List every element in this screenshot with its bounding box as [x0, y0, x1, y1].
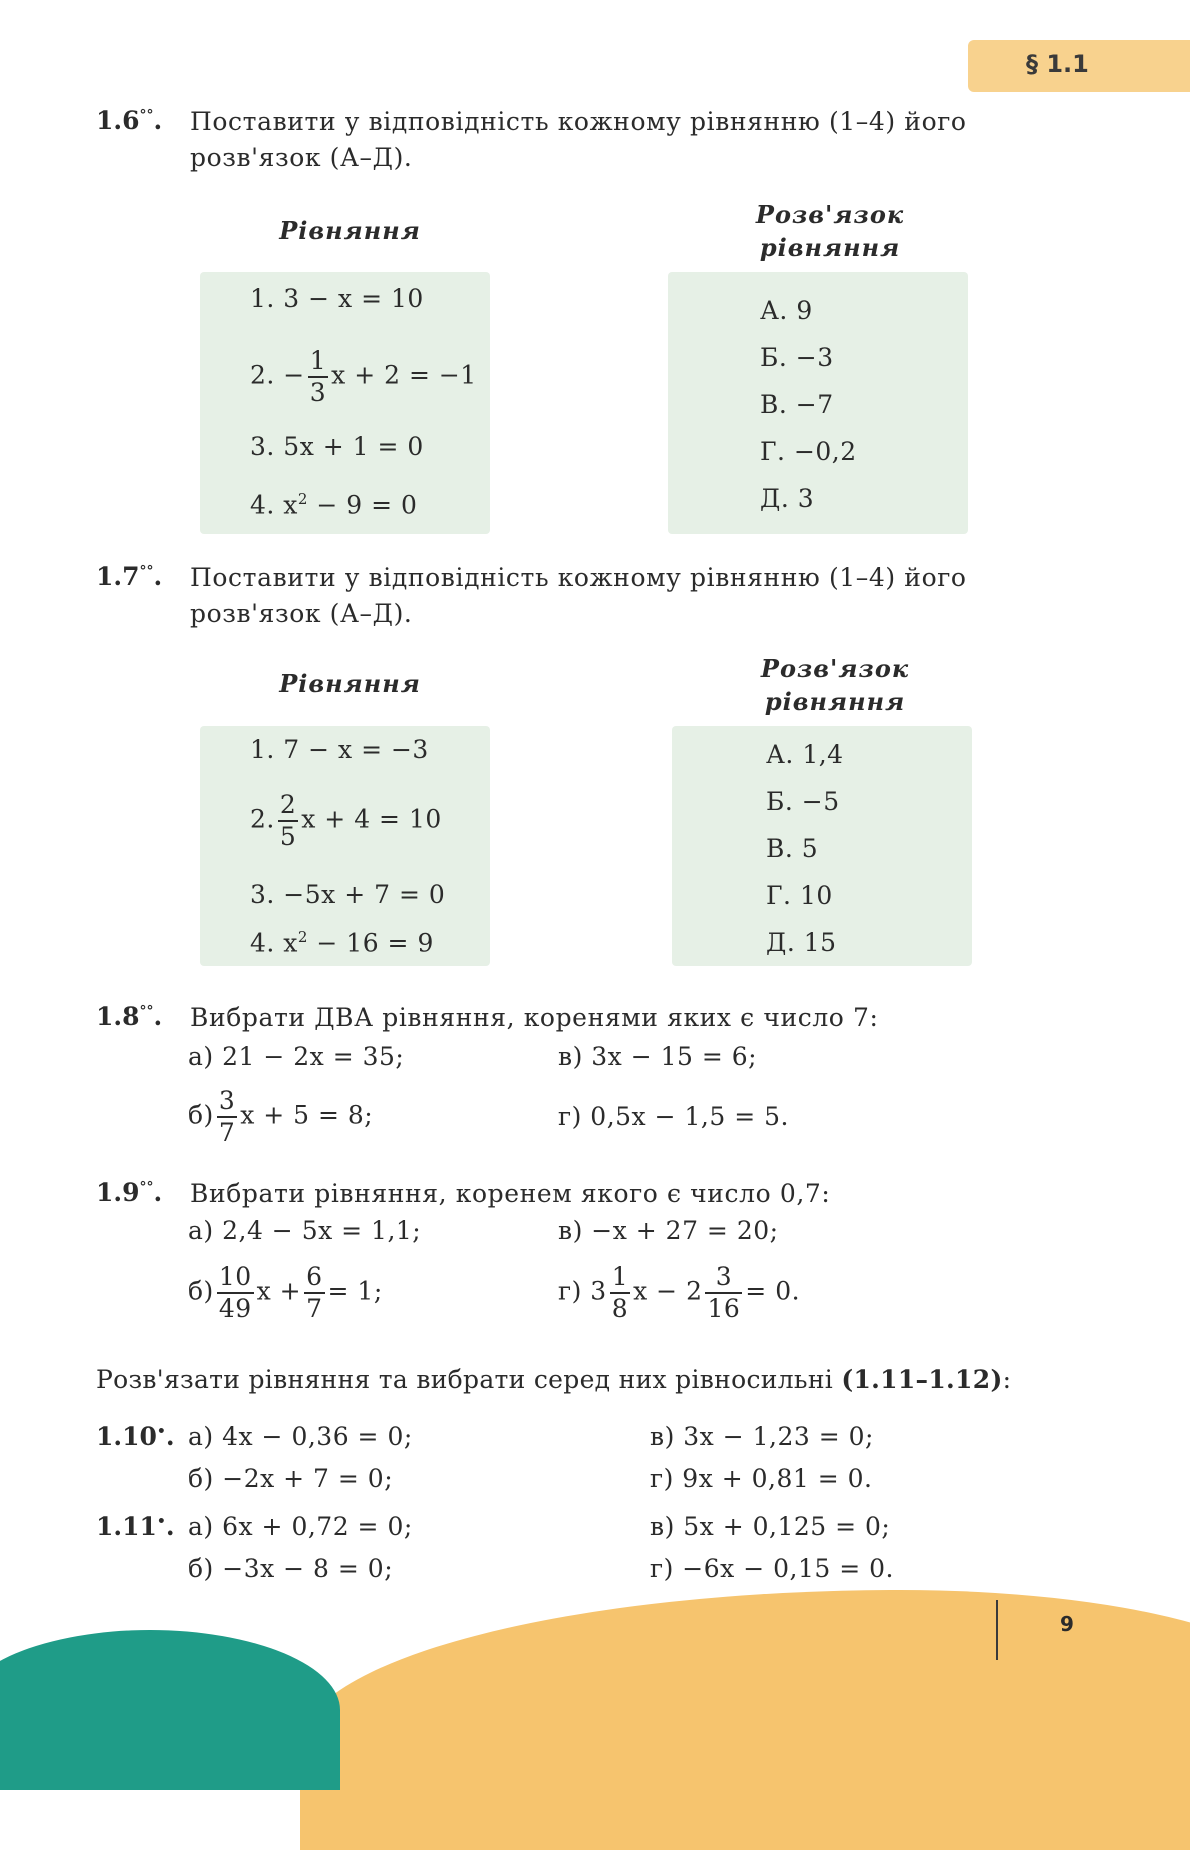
- option-v: в) 3x − 15 = 6;: [558, 1042, 758, 1071]
- column-heading-equations: Рівняння: [279, 216, 421, 245]
- section-label: § 1.1: [1026, 50, 1089, 78]
- equation-item: 3. 5x + 1 = 0: [250, 432, 424, 461]
- equation-item: 4. $x^2 - 16 = 9$: [250, 928, 434, 958]
- section-instruction: Розв'язати рівняння та вибрати серед них рівносильні (1.11–1.12):: [96, 1365, 1012, 1394]
- page-number: 9: [1060, 1612, 1074, 1636]
- problem-number: 1.10•.: [96, 1422, 175, 1451]
- solution-item: А. 1,4: [766, 740, 844, 769]
- problem-number: 1.9°°.: [96, 1178, 163, 1207]
- option-a: а) 2,4 − 5x = 1,1;: [188, 1216, 422, 1245]
- option-g: г) −6x − 0,15 = 0.: [650, 1554, 894, 1583]
- column-heading-solutions: Розв'язок рівняння: [760, 654, 910, 716]
- equation-item: 4. $x^2 - 9 = 0$: [250, 490, 418, 520]
- solution-item: Д. 15: [766, 928, 837, 957]
- equation-item: 1. 3 − x = 10: [250, 284, 424, 313]
- option-v: в) 5x + 0,125 = 0;: [650, 1512, 891, 1541]
- problem-text: Поставити у відповідність кожному рівнянню (1–4) його розв'язок (А–Д).: [190, 563, 967, 628]
- option-b: б) $\frac{10}{49}$ x + $\frac{6}{7}$ = 1;: [188, 1262, 383, 1323]
- solution-item: В. 5: [766, 834, 819, 863]
- solution-item: Б. −3: [760, 343, 834, 372]
- problem-number: 1.7°°.: [96, 562, 163, 591]
- option-v: в) 3x − 1,23 = 0;: [650, 1422, 874, 1451]
- option-b: б) −2x + 7 = 0;: [188, 1464, 394, 1493]
- problem-number: 1.8°°.: [96, 1002, 163, 1031]
- option-a: а) 21 − 2x = 35;: [188, 1042, 405, 1071]
- decorative-orange-wave: [300, 1590, 1190, 1850]
- section-tab: [968, 40, 1190, 92]
- solution-item: В. −7: [760, 390, 834, 419]
- equation-item: 1. 7 − x = −3: [250, 735, 429, 764]
- decorative-teal-wave: [0, 1630, 340, 1790]
- solution-item: Г. 10: [766, 881, 833, 910]
- problem-number: 1.11•.: [96, 1512, 175, 1541]
- option-g: г) 9x + 0,81 = 0.: [650, 1464, 873, 1493]
- option-a: а) 4x − 0,36 = 0;: [188, 1422, 413, 1451]
- option-g: г) 3 $\frac{1}{8}$ x − 2 $\frac{3}{16}$ = 0.: [558, 1262, 801, 1323]
- problem-number: 1.6°°.: [96, 106, 163, 135]
- option-g: г) 0,5x − 1,5 = 5.: [558, 1102, 789, 1131]
- column-heading-equations: Рівняння: [279, 669, 421, 698]
- solution-item: А. 9: [760, 296, 813, 325]
- solution-item: Г. −0,2: [760, 437, 857, 466]
- option-b: б) $\frac{3}{7}$ x + 5 = 8;: [188, 1086, 374, 1147]
- problem-text: Поставити у відповідність кожному рівнянню (1–4) його розв'язок (А–Д).: [190, 107, 967, 172]
- problem-text: Вибрати ДВА рівняння, коренями яких є число 7:: [190, 1003, 879, 1032]
- equation-item: 2. $\frac{2}{5}$ x + 4 = 10: [250, 790, 442, 851]
- equation-item: 2. − $\frac{1}{3}$ x + 2 = −1: [250, 346, 477, 407]
- problem-text: Вибрати рівняння, коренем якого є число 0,7:: [190, 1179, 831, 1208]
- equation-item: 3. −5x + 7 = 0: [250, 880, 446, 909]
- column-heading-solutions: Розв'язок рівняння: [755, 200, 905, 262]
- option-a: а) 6x + 0,72 = 0;: [188, 1512, 413, 1541]
- solution-item: Д. 3: [760, 484, 815, 513]
- option-v: в) −x + 27 = 20;: [558, 1216, 779, 1245]
- page-number-divider: [996, 1600, 998, 1660]
- solution-item: Б. −5: [766, 787, 840, 816]
- option-b: б) −3x − 8 = 0;: [188, 1554, 394, 1583]
